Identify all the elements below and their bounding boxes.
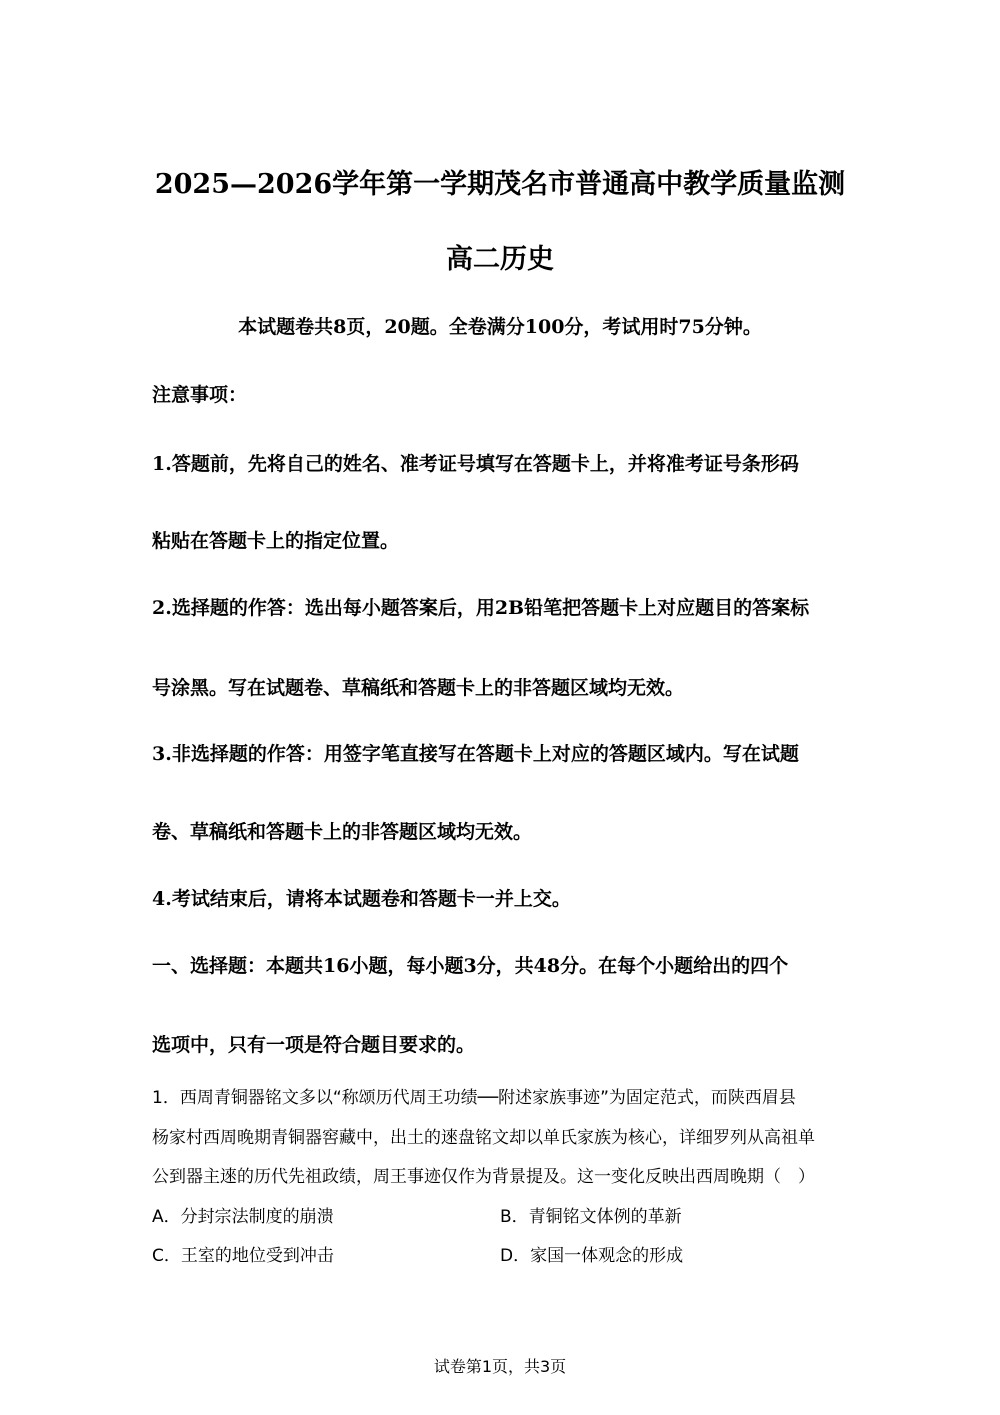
notice-line-2: 粘贴在答题卡上的指定位置。 bbox=[152, 530, 400, 552]
notice-line-3: 2.选择题的作答：选出每小题答案后，用2B铅笔把答题卡上对应题目的答案标 bbox=[152, 597, 810, 619]
question-1-line-2: 杨家村西周晚期青铜器窖藏中，出土的逨盘铭文却以单氏家族为核心，详细罗列从高祖单 bbox=[152, 1128, 815, 1148]
question-1-option-b: B．青铜铭文体例的革新 bbox=[500, 1207, 682, 1227]
question-1-line-3: 公到器主逨的历代先祖政绩，周王事迹仅作为背景提及。这一变化反映出西周晚期（ ） bbox=[152, 1167, 815, 1187]
notice-line-7: 4.考试结束后，请将本试题卷和答题卡一并上交。 bbox=[152, 888, 571, 910]
notice-line-6: 卷、草稿纸和答题卡上的非答题区域均无效。 bbox=[152, 821, 533, 843]
notice-line-5: 3.非选择题的作答：用签字笔直接写在答题卡上对应的答题区域内。写在试题 bbox=[152, 743, 799, 765]
exam-info: 本试题卷共8页，20题。全卷满分100分，考试用时75分钟。 bbox=[238, 316, 762, 338]
notice-heading: 注意事项： bbox=[152, 384, 248, 406]
exam-title: 2025—2026学年第一学期茂名市普通高中教学质量监测 bbox=[154, 169, 846, 200]
notice-line-4: 号涂黑。写在试题卷、草稿纸和答题卡上的非答题区域均无效。 bbox=[152, 677, 685, 699]
exam-subject: 高二历史 bbox=[446, 244, 554, 275]
question-1-option-d: D．家国一体观念的形成 bbox=[500, 1246, 684, 1266]
question-1-option-c: C．王室的地位受到冲击 bbox=[152, 1246, 334, 1266]
section-heading-line-2: 选项中，只有一项是符合题目要求的。 bbox=[152, 1034, 476, 1056]
section-heading-line-1: 一、选择题：本题共16小题，每小题3分，共48分。在每个小题给出的四个 bbox=[152, 955, 789, 977]
notice-line-1: 1.答题前，先将自己的姓名、准考证号填写在答题卡上，并将准考证号条形码 bbox=[152, 453, 799, 475]
question-1-option-a: A．分封宗法制度的崩溃 bbox=[152, 1207, 334, 1227]
page-footer: 试卷第1页，共3页 bbox=[433, 1357, 567, 1376]
question-1-line-1: 1．西周青铜器铭文多以“称颂历代周王功绩──附述家族事迹”为固定范式，而陕西眉县 bbox=[152, 1088, 796, 1108]
